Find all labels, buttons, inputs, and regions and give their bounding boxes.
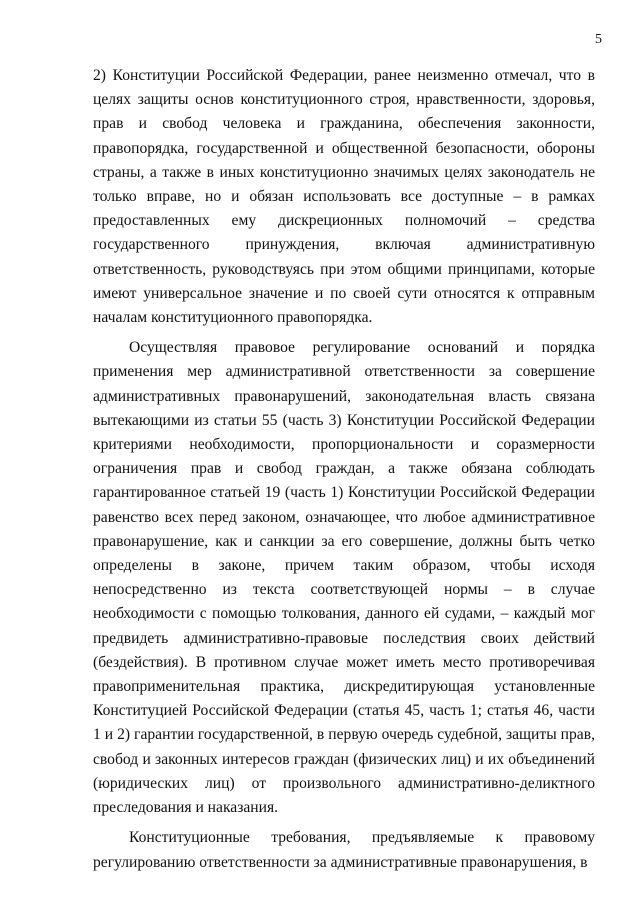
document-body bbox=[93, 64, 595, 881]
paragraph: Осуществляя правовое регулирование оснований и порядка применения мер административной ответственности за совершение административных правонарушений, законодательная власть связана вытекающими из статьи 55 (часть 3) Конституции Российской Федерации критериями необходимости, пропорциональности и соразмерности ограничения прав и свобод граждан, а также обязана соблюдать гарантированное статьей 19 (часть 1) Конституции Российской Федерации равенство всех перед законом, означающее, что любое административное правонарушение, как и санкции за его совершение, должны быть четко определены в законе, причем таким образом, чтобы исходя непосредственно из текста соответствующей нормы – в случае необходимости с помощью толкования, данного ей судами, – каждый мог предвидеть административно-правовые последствия своих действий (бездействия). В противном случае может иметь место противоречивая правоприменительная практика, дискредитирующая установленные Конституцией Российской Федерации (статья 45, часть 1; статья 46, части 1 и 2) гарантии государственной, в первую очередь судебной, защиты прав, свобод и законных интересов граждан (физических лиц) и их объединений (юридических лиц) от произвольного административно-деликтного преследования и наказания. bbox=[93, 339, 595, 817]
page-number: 5 bbox=[595, 32, 602, 47]
paragraph: Конституционные требования, предъявляемые к правовому регулированию ответственности за административные правонарушения, в bbox=[93, 829, 595, 871]
paragraph-continued: 2) Конституции Российской Федерации, ранее неизменно отмечал, что в целях защиты основ конституционного строя, нравственности, здоровья, прав и свобод человека и гражданина, обеспечения законности, правопорядка, государственной и общественной безопасности, обороны страны, а также в иных конституционно значимых целях законодатель не только вправе, но и обязан использовать все доступные – в рамках предоставленных ему дискреционных полномочий – средства государственного принуждения, включая административную ответственность, руководствуясь при этом общими принципами, которые имеют универсальное значение и по своей сути относятся к отправным началам конституционного правопорядка. bbox=[93, 67, 595, 327]
